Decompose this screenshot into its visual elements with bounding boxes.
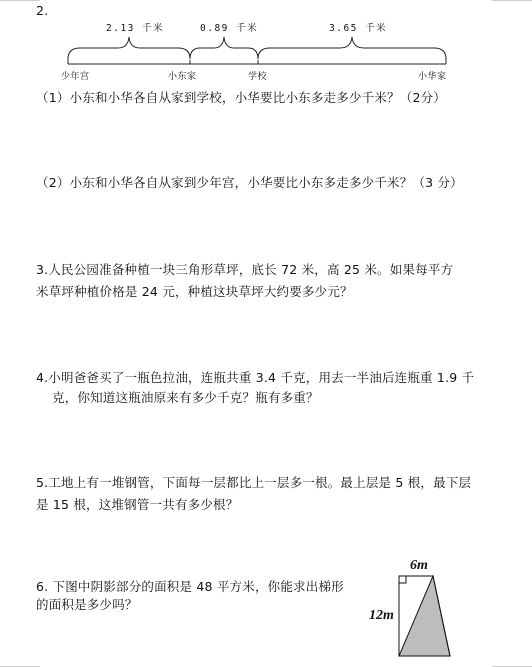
q5-line-2: 是 15 根，这堆钢管一共有多少根？ bbox=[36, 497, 239, 512]
q6-shaded-triangle bbox=[399, 576, 450, 656]
q6-line-2: 的面积是多少吗？ bbox=[36, 597, 138, 612]
q5-line-1: 5.工地上有一堆钢管，下面每一层都比上一层多一根。最上层是 5 根，最下层 bbox=[36, 475, 472, 490]
q3-line-2: 米草坪种植价格是 24 元，种植这块草坪大约要多少元？ bbox=[36, 284, 353, 299]
q2-location-youth-palace: 少年宫 bbox=[61, 72, 90, 82]
q2-distance-2: 0.89 千米 bbox=[200, 23, 259, 34]
q2-sub-question-1: （1）小东和小华各自从家到学校，小华要比小东多走多少千米？（2分） bbox=[36, 90, 447, 105]
q4-line-1: 4.小明爸爸买了一瓶色拉油，连瓶共重 3.4 千克，用去一半油后连瓶重 1.9 千 bbox=[36, 370, 475, 385]
q2-distance-3: 3.65 千米 bbox=[329, 23, 388, 34]
q2-location-xiaodong-home: 小东家 bbox=[168, 72, 197, 82]
q2-location-school: 学校 bbox=[248, 72, 268, 82]
q6-line-1: 6. 下图中阴影部分的面积是 48 平方米，你能求出梯形 bbox=[36, 579, 344, 594]
q4-line-2: 克，你知道这瓶油原来有多少千克？瓶有多重？ bbox=[52, 390, 319, 405]
q6-top-label: 6m bbox=[410, 558, 428, 573]
q2-sub-question-2: （2）小东和小华各自从家到少年宫，小华要比小东多走多少千米？（3 分） bbox=[36, 175, 463, 190]
q2-location-xiaohua-home: 小华家 bbox=[418, 72, 447, 82]
q6-side-label: 12m bbox=[369, 608, 394, 623]
q6-trapezoid-figure bbox=[395, 572, 455, 662]
q3-line-1: 3.人民公园准备种植一块三角形草坪，底长 72 米，高 25 米。如果每平方 bbox=[36, 262, 454, 277]
q2-distance-1: 2.13 千米 bbox=[106, 23, 165, 34]
q2-number: 2. bbox=[36, 3, 49, 18]
